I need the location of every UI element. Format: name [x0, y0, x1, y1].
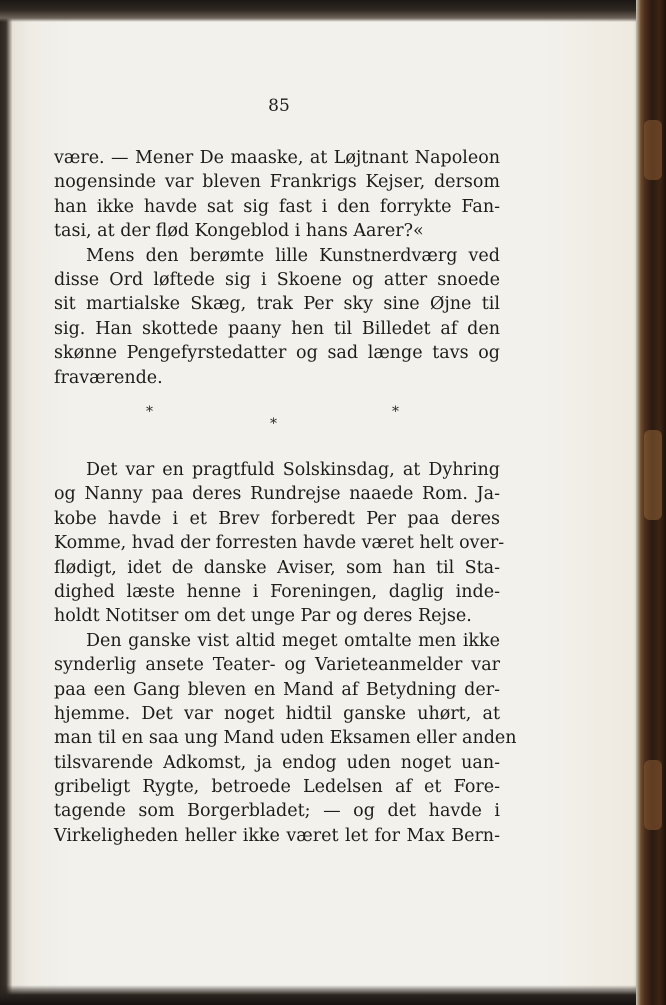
text-line: tagende som Borgerbladet; — og det havde i	[54, 801, 500, 822]
text-line: synderlig ansete Teater- og Varieteanmelder var	[54, 655, 500, 676]
binding-wear-mark	[644, 120, 662, 180]
text-line: Den ganske vist altid meget omtalte men ikke	[86, 630, 500, 651]
text-line: Mens den berømte lille Kunstnerdværg ved	[86, 245, 500, 266]
text-line: Komme, hvad der forresten havde været helt over-	[54, 533, 505, 554]
paragraph	[54, 244, 500, 390]
scan-bottom-edge	[0, 985, 666, 1005]
text-line: hjemme. Det var noget hidtil ganske uhørt, at	[54, 703, 500, 724]
separator-asterisk: *	[392, 404, 399, 420]
text-line: tasi, at der flød Kongeblod i hans Aarer?«	[54, 221, 424, 242]
text-block-bottom	[54, 458, 517, 848]
text-block-top	[54, 146, 500, 390]
text-line: paa een Gang bleven en Mand af Betydning der-	[54, 679, 500, 700]
text-line: holdt Notitser om det unge Par og deres Rejse.	[54, 606, 472, 627]
text-line: tilsvarende Adkomst, ja endog uden noget uan-	[54, 752, 500, 773]
separator-asterisk: *	[146, 404, 153, 420]
binding-wear-mark	[644, 430, 662, 520]
text-line: kobe havde i et Brev forberedt Per paa deres	[54, 508, 500, 529]
page-number: 85	[268, 96, 290, 116]
paragraph	[54, 146, 500, 244]
paragraph	[54, 629, 517, 849]
text-line: være. — Mener De maaske, at Løjtnant Napoleon	[54, 148, 500, 168]
binding-wear-mark	[644, 760, 662, 830]
section-separator	[0, 400, 640, 440]
text-line: man til en saa ung Mand uden Eksamen eller anden	[54, 728, 517, 749]
text-line: Det var en pragtfuld Solskinsdag, at Dyhring	[86, 460, 500, 480]
text-line: disse Ord løftede sig i Skoene og atter snoede	[54, 269, 500, 290]
text-line: sit martialske Skæg, trak Per sky sine Øjne til	[54, 294, 500, 315]
text-line: gribeligt Rygte, betroede Ledelsen af et Fore-	[54, 777, 500, 798]
paragraph	[54, 458, 505, 629]
text-line: skønne Pengefyrstedatter og sad længe tavs og	[54, 343, 500, 364]
text-line: fraværende.	[54, 367, 163, 388]
text-line: nogensinde var bleven Frankrigs Kejser, dersom	[54, 172, 500, 193]
text-line: og Nanny paa deres Rundrejse naaede Rom. Ja-	[54, 484, 500, 505]
text-line: Virkeligheden heller ikke været let for Max Bern-	[54, 825, 500, 846]
scan-top-edge	[0, 0, 666, 22]
text-line: dighed læste henne i Foreningen, daglig inde-	[54, 581, 500, 602]
separator-asterisk: *	[270, 416, 277, 432]
text-line: han ikke havde sat sig fast i den forrykte Fan-	[54, 196, 500, 217]
text-line: flødigt, idet de danske Aviser, som han til Sta-	[54, 557, 500, 578]
text-line: sig. Han skottede paany hen til Billedet af den	[54, 318, 500, 339]
book-binding-edge	[636, 0, 666, 1005]
